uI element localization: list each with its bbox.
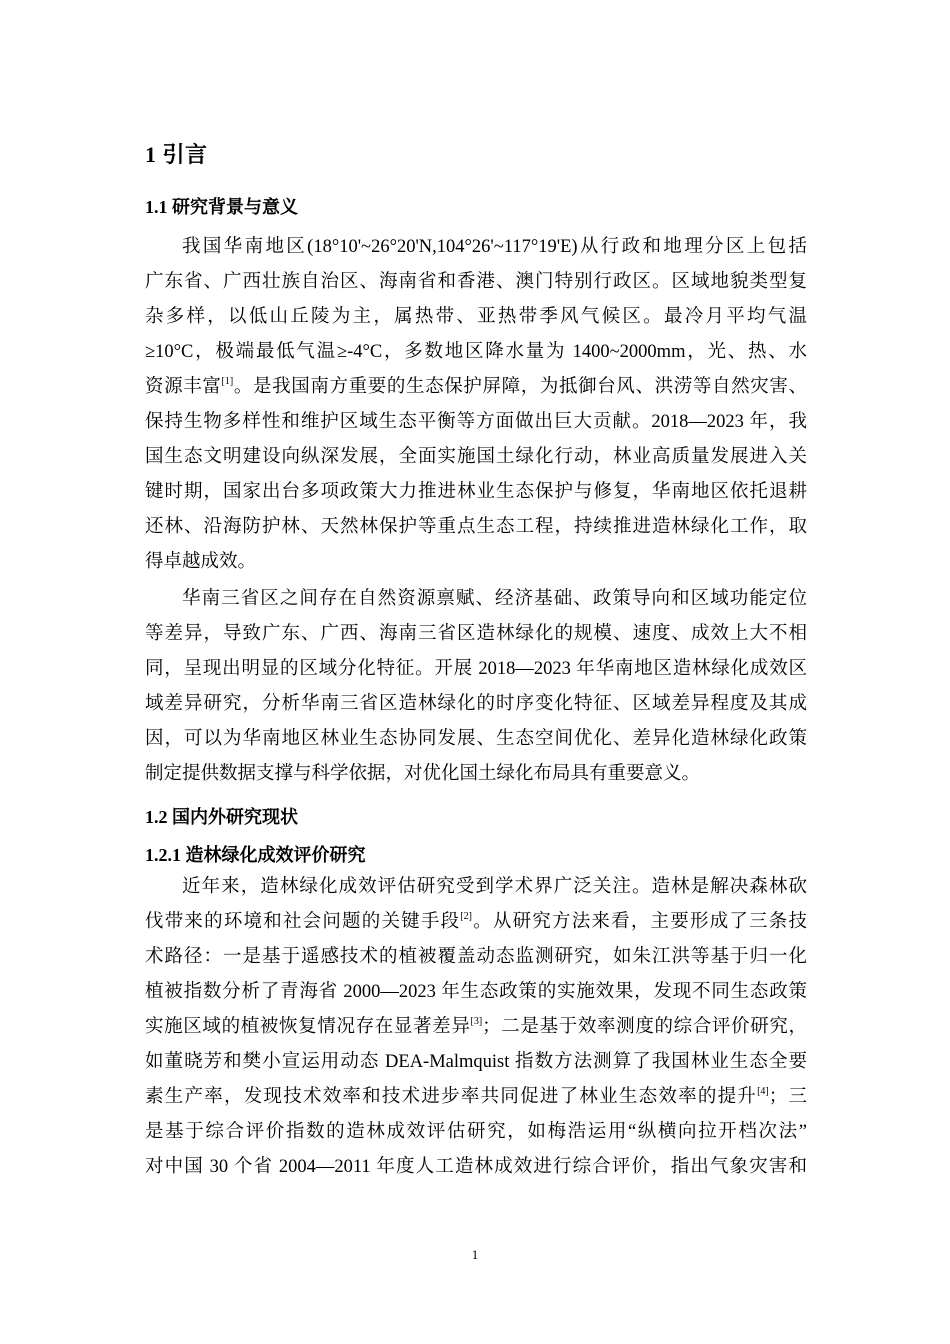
text-fragment: 资源丰富	[145, 377, 222, 397]
text-line: 我国华南地区(18°10'~26°20'N,104°26'~117°19'E)从行政和地理分区上包括	[182, 237, 807, 257]
chapter-heading: 1 引言	[145, 142, 208, 167]
text-line: 键时期，国家出台多项政策大力推进林业生态保护与修复，华南地区依托退耕	[145, 482, 807, 502]
text-line-with-citation	[145, 370, 807, 405]
text-line: 因，可以为华南地区林业生态协同发展、生态空间优化、差异化造林绿化政策	[145, 729, 807, 749]
text-fragment: 伐带来的环境和社会问题的关键手段	[145, 912, 461, 932]
text-fragment: ；三	[768, 1087, 807, 1107]
text-fragment: 。从研究方法来看，主要形成了三条技	[471, 912, 807, 932]
paragraph-background	[145, 230, 807, 580]
text-line: 近年来，造林绿化成效评估研究受到学术界广泛关注。造林是解决森林砍	[182, 877, 807, 897]
text-line: 保持生物多样性和维护区域生态平衡等方面做出巨大贡献。2018—2023 年，我	[145, 412, 807, 432]
text-line: 得卓越成效。	[145, 552, 257, 572]
page-number: 1	[471, 1247, 479, 1262]
text-line: 对中国 30 个省 2004—2011 年度人工造林成效进行综合评价，指出气象灾害和	[145, 1157, 807, 1177]
citation-ref: [1]	[221, 376, 234, 387]
text-line: 制定提供数据支撑与科学依据，对优化国土绿化布局具有重要意义。	[145, 764, 701, 784]
text-fragment: 素生产率，发现技术效率和技术进步率共同促进了林业生态效率的提升	[145, 1087, 758, 1107]
text-line: 是基于综合评价指数的造林成效评估研究，如梅浩运用“纵横向拉开档次法”	[145, 1122, 807, 1142]
text-line: 术路径：一是基于遥感技术的植被覆盖动态监测研究，如朱江洪等基于归一化	[145, 947, 807, 967]
paragraph-research-status	[145, 870, 807, 1185]
text-line: 如董晓芳和樊小宣运用动态 DEA-Malmquist 指数方法测算了我国林业生态全要	[145, 1052, 807, 1072]
text-line: 华南三省区之间存在自然资源禀赋、经济基础、政策导向和区域功能定位	[182, 589, 807, 609]
text-line: 植被指数分析了青海省 2000—2023 年生态政策的实施效果，发现不同生态政策	[145, 982, 807, 1002]
citation-ref: [3]	[470, 1016, 483, 1027]
text-line: 域差异研究，分析华南三省区造林绿化的时序变化特征、区域差异程度及其成	[145, 694, 807, 714]
text-line-with-citation	[145, 1080, 807, 1115]
text-line: 还林、沿海防护林、天然林保护等重点生态工程，持续推进造林绿化工作，取	[145, 517, 807, 537]
section-heading-1-2: 1.2 国内外研究现状	[145, 807, 298, 827]
text-line: 同，呈现出明显的区域分化特征。开展 2018—2023 年华南地区造林绿化成效区	[145, 659, 807, 679]
citation-ref: [2]	[460, 911, 472, 922]
text-line-with-citation	[145, 905, 807, 940]
text-fragment: ；二是基于效率测度的综合评价研究，	[482, 1017, 807, 1037]
text-fragment: 实施区域的植被恢复情况存在显著差异	[145, 1017, 471, 1037]
text-line: 杂多样，以低山丘陵为主，属热带、亚热带季风气候区。最冷月平均气温	[145, 307, 807, 327]
section-heading-1-1: 1.1 研究背景与意义	[145, 197, 298, 217]
text-line-with-citation	[145, 1010, 807, 1045]
text-line: 等差异，导致广东、广西、海南三省区造林绿化的规模、速度、成效上大不相	[145, 624, 807, 644]
text-line: ≥10°C，极端最低气温≥-4°C，多数地区降水量为 1400~2000mm，光、热、水	[145, 342, 807, 362]
citation-ref: [4]	[757, 1086, 769, 1097]
text-fragment: 。是我国南方重要的生态保护屏障，为抵御台风、洪涝等自然灾害、	[233, 377, 807, 397]
text-line: 国生态文明建设向纵深发展，全面实施国土绿化行动，林业高质量发展进入关	[145, 447, 807, 467]
section-heading-1-2-1: 1.2.1 造林绿化成效评价研究	[145, 845, 366, 865]
paragraph-significance	[145, 582, 807, 792]
text-line: 广东省、广西壮族自治区、海南省和香港、澳门特别行政区。区域地貌类型复	[145, 272, 807, 292]
